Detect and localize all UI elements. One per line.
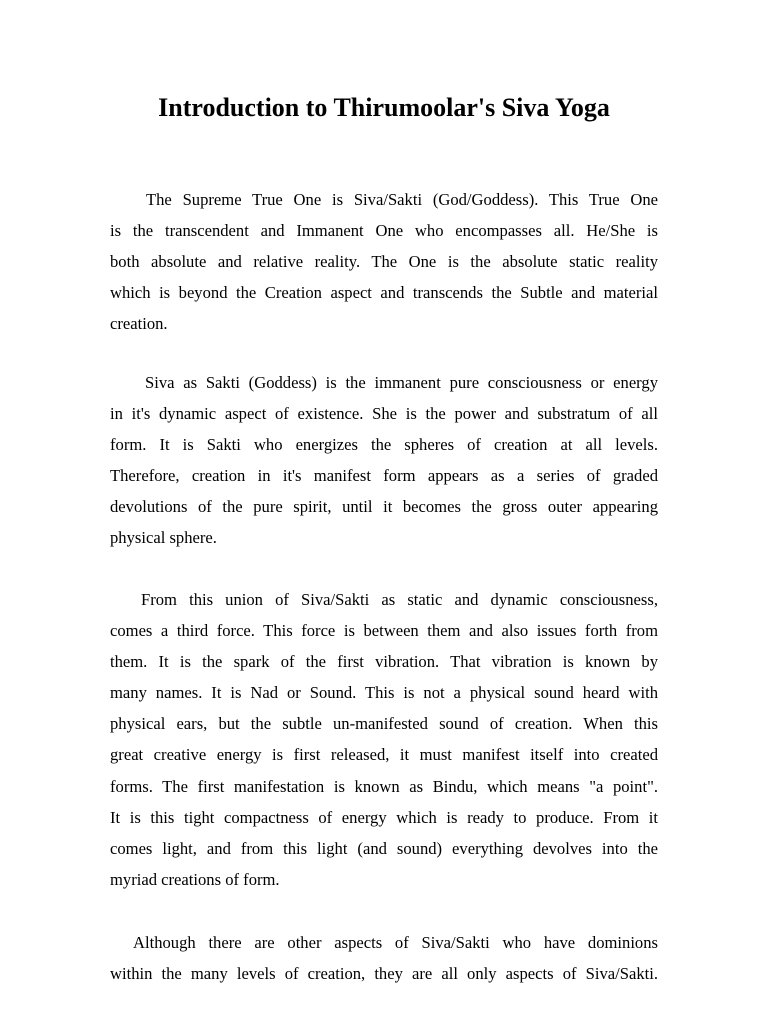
paragraph-line: is the transcendent and Immanent One who encompasses all. He/She is — [110, 221, 658, 241]
paragraph-line: physical sphere. — [110, 528, 217, 548]
paragraph-line: Siva as Sakti (Goddess) is the immanent pure consciousness or energy — [145, 373, 658, 392]
paragraph-line: It is this tight compactness of energy which is ready to produce. From it — [110, 807, 658, 827]
paragraph-3 — [110, 584, 658, 895]
paragraph-line: in it's dynamic aspect of existence. She is the power and substratum of all — [110, 404, 658, 424]
paragraph-line: myriad creations of form. — [110, 869, 280, 889]
paragraph-1 — [110, 184, 658, 339]
paragraph-line: The Supreme True One is Siva/Sakti (God/Goddess). This True One — [146, 190, 658, 209]
paragraph-line: many names. It is Nad or Sound. This is not a physical sound heard with — [110, 683, 658, 703]
paragraph-line: Although there are other aspects of Siva/Sakti who have dominions — [133, 933, 658, 952]
paragraph-line: them. It is the spark of the first vibration. That vibration is known by — [110, 652, 658, 672]
paragraph-line: which is beyond the Creation aspect and transcends the Subtle and material — [110, 283, 658, 303]
paragraph-2 — [110, 367, 658, 554]
paragraph-line: comes light, and from this light (and sound) everything devolves into the — [110, 838, 658, 858]
paragraph-line: From this union of Siva/Sakti as static and dynamic consciousness, — [141, 590, 658, 609]
paragraph-line: forms. The first manifestation is known as Bindu, which means "a point". — [110, 776, 658, 796]
paragraph-line: within the many levels of creation, they are all only aspects of Siva/Sakti. — [110, 964, 658, 984]
page-title: Introduction to Thirumoolar's Siva Yoga — [158, 93, 610, 122]
paragraph-line: devolutions of the pure spirit, until it becomes the gross outer appearing — [110, 497, 658, 517]
paragraph-4 — [110, 927, 658, 989]
paragraph-line: Therefore, creation in it's manifest form appears as a series of graded — [110, 466, 658, 486]
paragraph-line: comes a third force. This force is between them and also issues forth from — [110, 621, 658, 641]
paragraph-line: form. It is Sakti who energizes the spheres of creation at all levels. — [110, 435, 658, 455]
paragraph-line: great creative energy is first released, it must manifest itself into created — [110, 745, 658, 765]
paragraph-line: both absolute and relative reality. The One is the absolute static reality — [110, 252, 658, 272]
paragraph-line: physical ears, but the subtle un-manifested sound of creation. When this — [110, 714, 658, 734]
paragraph-line: creation. — [110, 314, 168, 334]
